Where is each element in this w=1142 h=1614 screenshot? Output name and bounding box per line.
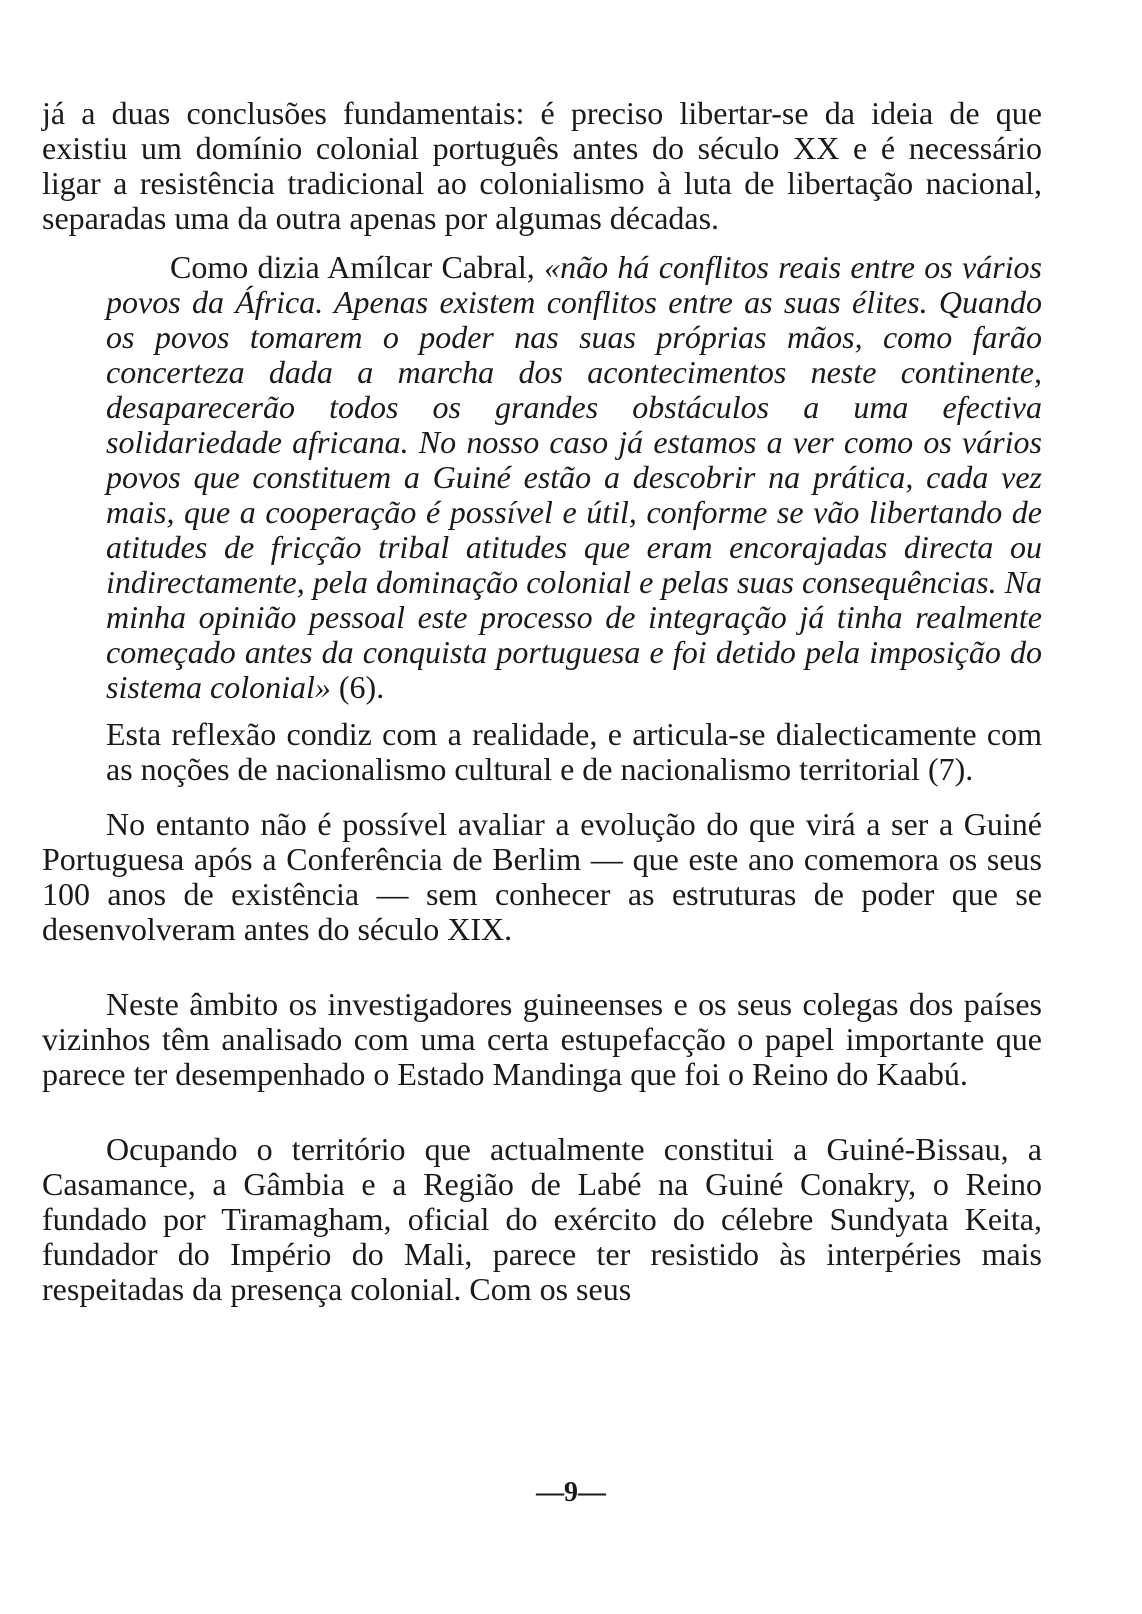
body-text <box>42 96 1042 1307</box>
paragraph-conclusions: já a duas conclusões fundamentais: é preciso libertar-se da ideia de que existiu um domínio colonial português antes do século XX e é necessário ligar a resistência tradicional ao colonialismo à luta de libertação nacional, separadas uma da outra apenas por algumas décadas. <box>42 95 1042 236</box>
paragraph-territory: Ocupando o território que actualmente constitui a Guiné-Bissau, a Casamance, a Gâmbia e a Região de Labé na Guiné Conakry, o Reino fundado por Tiramagham, oficial do exército do célebre Sundyata Keita, fundador do Império do Mali, parece ter resistido às interpéries mais respeitadas da presença colonial. Com os seus <box>42 1131 1042 1307</box>
cabral-quote: «não há conflitos reais entre os vários povos da África. Apenas existem conflitos entre as suas élites. Quando os povos tomarem o poder nas suas próprias mãos, como farão concerteza dada a marcha dos acontecimentos neste continente, desaparecerão todos os grandes obstáculos a uma efectiva solidariedade africana. No nosso caso já estamos a ver como os vários povos que constituem a Guiné estão a descobrir na prática, cada vez mais, que a cooperação é possível e útil, conforme se vão libertando de atitudes de fricção tribal atitudes que eram encorajadas directa ou indirectamente, pela dominação colonial e pelas suas consequências. Na minha opinião pessoal este processo de integração já tinha realmente começado antes da conquista portuguesa e foi detido pela imposição do sistema colonial» <box>106 249 1043 705</box>
paragraph-kaabu: Neste âmbito os investigadores guineenses e os seus colegas dos países vizinhos têm analisado com uma certa estupefacção o papel importante que parece ter desempenhado o Estado Mandinga que foi o Reino do Kaabú. <box>42 986 1042 1092</box>
page-number: —9— <box>536 1477 606 1508</box>
paragraph-reflection: Esta reflexão condiz com a realidade, e articula-se dialecticamente com as noções de nacionalismo cultural e de nacionalismo territorial (7). <box>106 716 1042 787</box>
paragraph-cabral-quote <box>42 250 1042 705</box>
quote-lead: Como dizia Amílcar Cabral, <box>170 249 545 285</box>
quote-citation: (6). <box>330 669 385 705</box>
paragraph-berlin-conference: No entanto não é possível avaliar a evolução do que virá a ser a Guiné Portuguesa após a Conferência de Berlim — que este ano comemora os seus 100 anos de existência — sem conhecer as estruturas de poder que se desenvolveram antes do século XIX. <box>42 806 1042 947</box>
